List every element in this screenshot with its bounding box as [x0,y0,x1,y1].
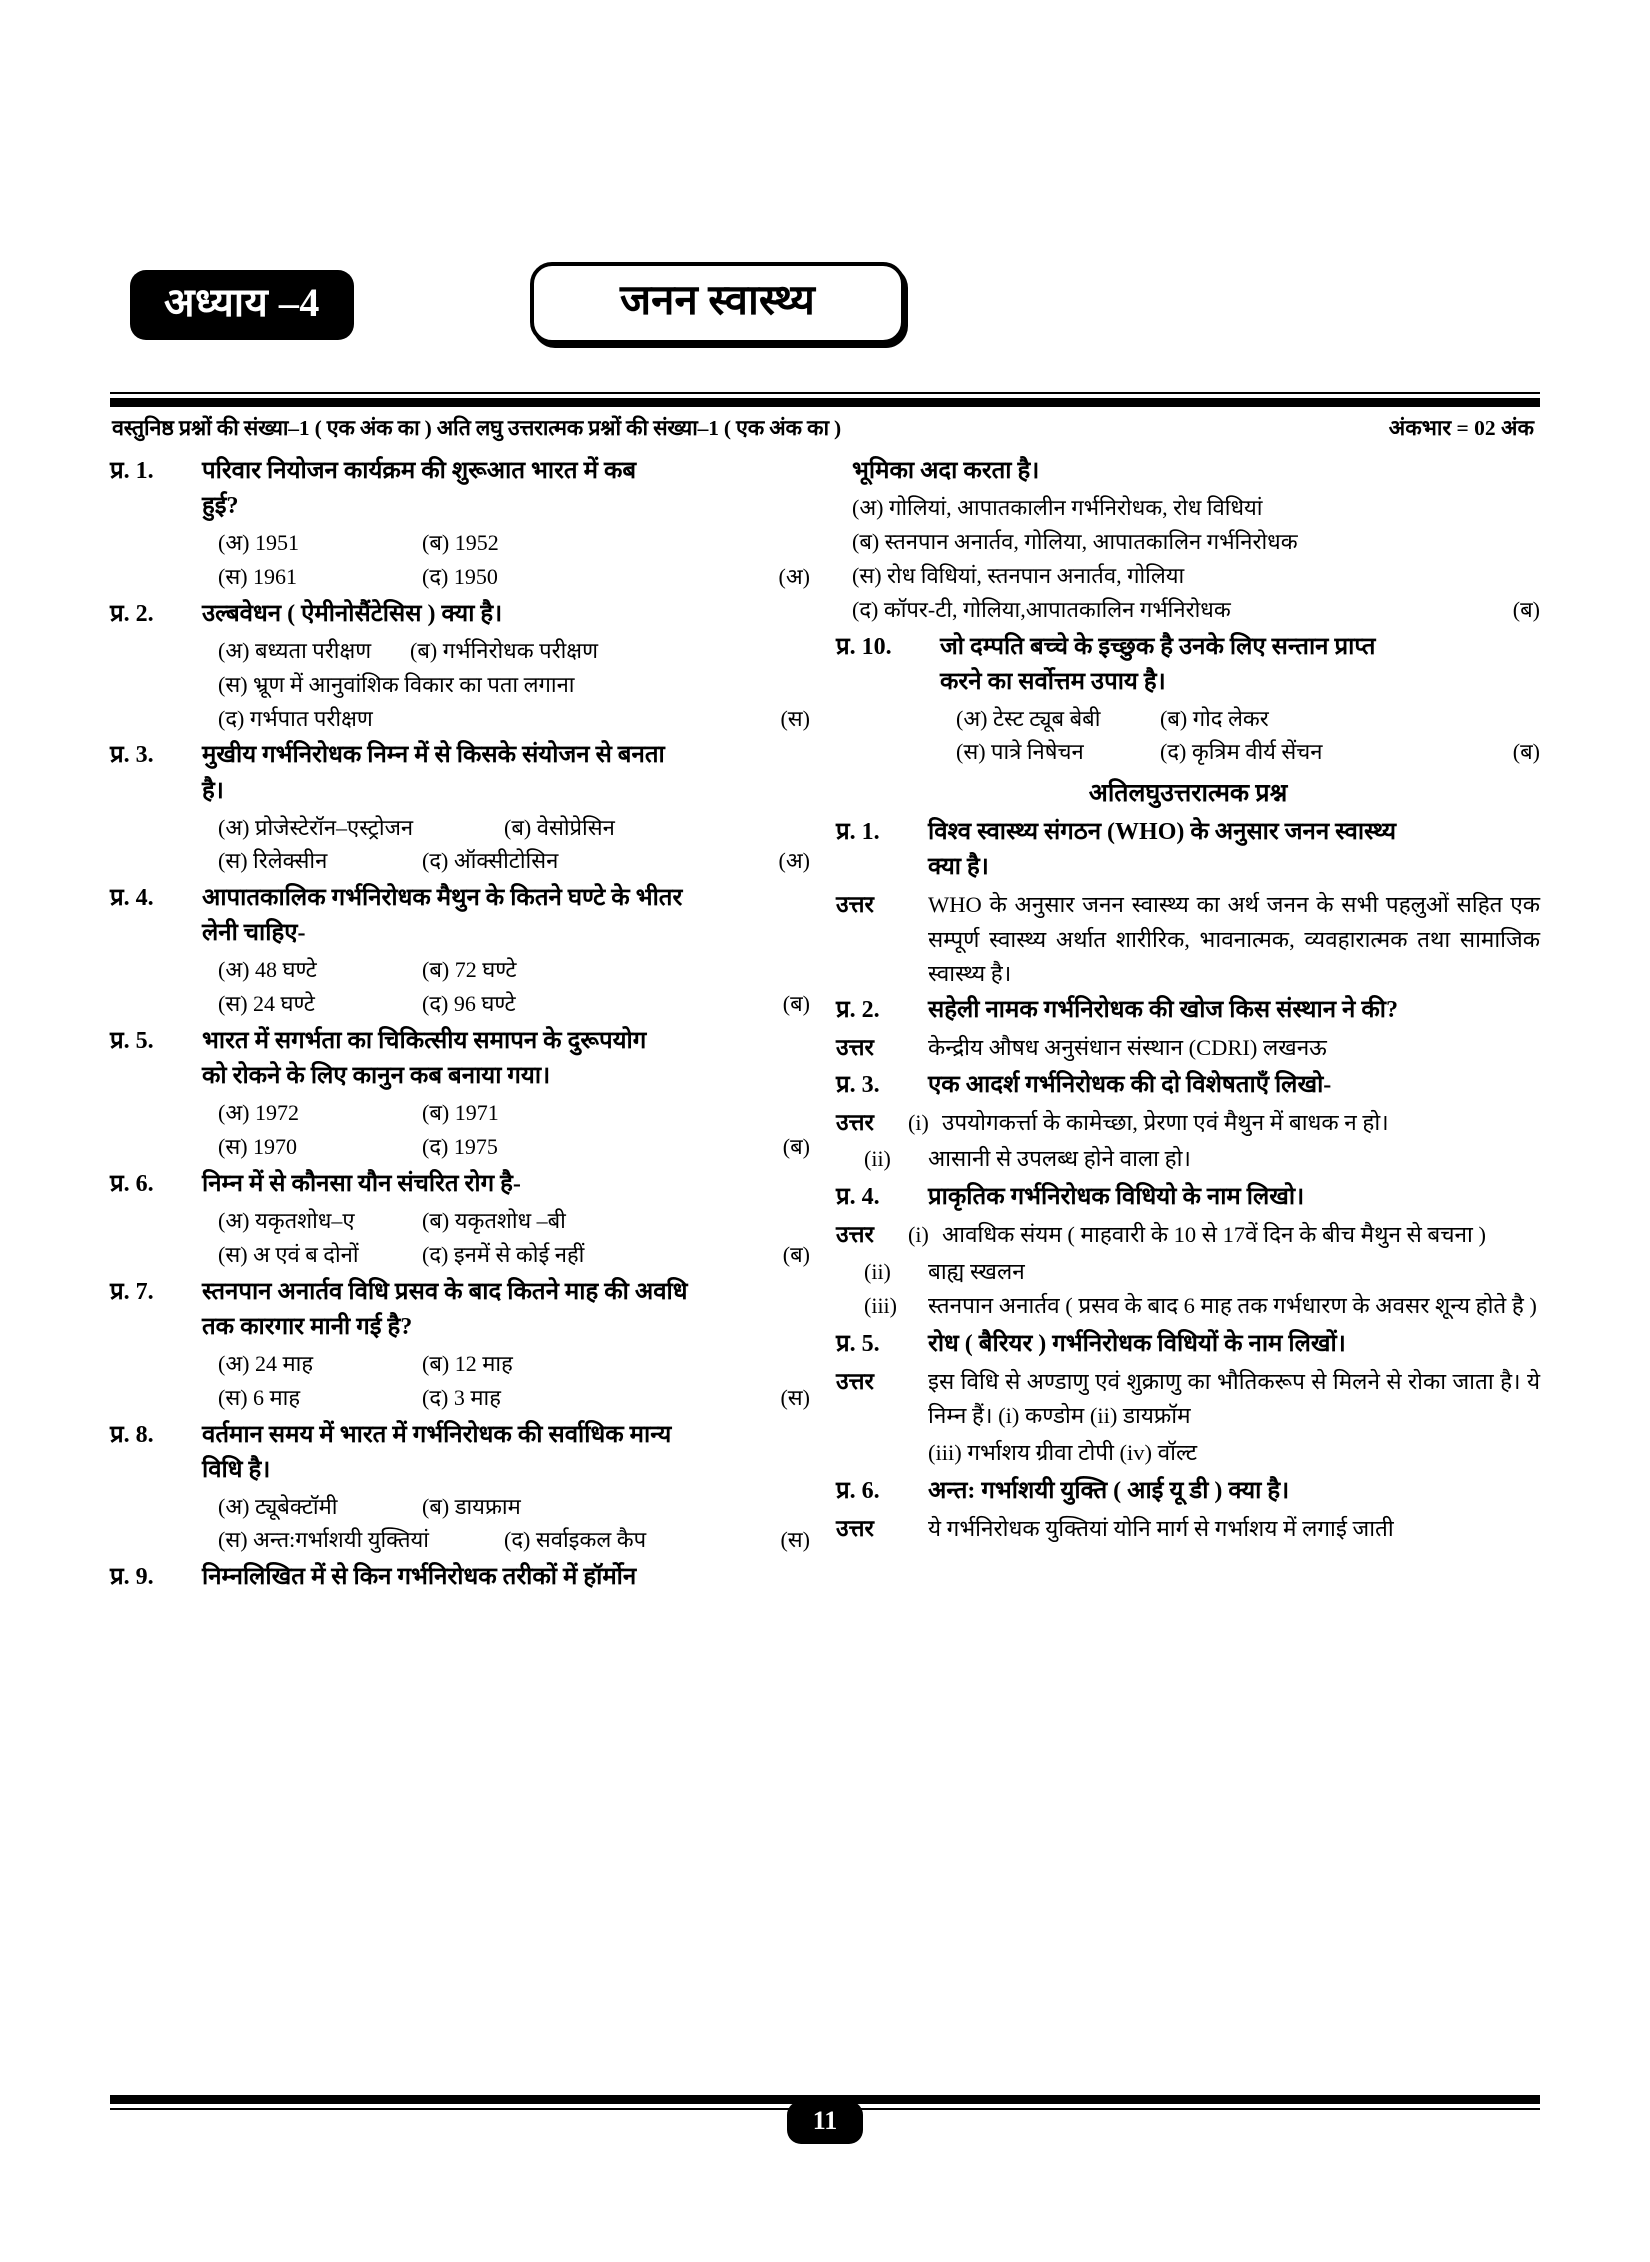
short-answer-question-1-text-line1: विश्व स्वास्थ्य संगठन (WHO) के अनुसार जनन स्वास्थ्य [928,819,1397,846]
short-answer-question-4-text-line1: प्राकृतिक गर्भनिरोधक विधियो के नाम लिखो। [928,1184,1305,1211]
question-4-option-d[interactable]: (द) 96 घण्टे [422,991,516,1017]
question-8-text-line1: वर्तमान समय में भारत में गर्भनिरोधक की सर्वाधिक मान्य [202,1421,672,1448]
short-answer-answer-2-text: केन्द्रीय औषध अनुसंधान संस्थान (CDRI) लखनऊ [928,1035,1327,1060]
question-6-answer: (ब) [782,1241,810,1267]
question-7-options [202,1347,810,1415]
question-10-number: प्र. 10. [836,633,892,660]
page-header [110,260,1540,380]
short-answer-answer-4-text-iii: स्तनपान अनार्तव ( प्रसव के बाद 6 माह तक गर्भधारण के अवसर शून्य होते है ) [928,1292,1537,1318]
question-8-option-c[interactable]: (स) अन्त:गर्भाशयी युक्तियां [218,1527,429,1553]
short-answer-answer-5-text: इस विधि से अण्डाणु एवं शुक्राणु का भौतिकरूप से मिलने से रोका जाता है। ये निम्न हैं। (i) कण्डोम (ii) डायफ्रॉम [928,1369,1540,1429]
question-10-text-line1: जो दम्पति बच्चे के इच्छुक है उनके लिए सन्तान प्राप्त [940,633,1376,660]
question-2-option-d[interactable]: (द) गर्भपात परीक्षण [218,705,373,731]
question-3-answer: (अ) [778,848,810,874]
question-4-options [202,953,810,1021]
short-answer-answer-4-label: उत्तर [836,1222,874,1248]
question-5-option-d[interactable]: (द) 1975 [422,1134,498,1160]
short-answer-question-5 [836,1327,1540,1362]
short-answer-question-4 [836,1180,1540,1215]
short-answer-question-5-number: प्र. 5. [836,1331,880,1358]
question-8-option-b[interactable]: (ब) डायफ्राम [422,1493,521,1519]
question-10-text-line2: करने का सर्वोत्तम उपाय है। [940,668,1166,695]
short-answer-answer-5-spacer [836,1436,928,1470]
question-8-option-d[interactable]: (द) सर्वाइकल कैप [504,1527,647,1553]
question-8-options [202,1490,810,1558]
question-8-text-line2: विधि है। [202,1456,271,1483]
short-answer-answer-3 [836,1106,1540,1141]
short-answer-answer-4-marker-ii: (ii) [864,1258,891,1284]
short-answer-answer-2 [836,1031,1540,1066]
short-answer-answer-6 [836,1512,1540,1547]
question-2-answer: (स) [780,705,810,731]
question-3-option-c[interactable]: (स) रिलेक्सीन [218,848,328,874]
question-10-answer-spacer [1470,702,1540,736]
question-5-option-c[interactable]: (स) 1970 [218,1134,298,1160]
right-column [836,454,1540,1972]
question-3-text-line2: है। [202,777,224,804]
marks-description: वस्तुनिष्ठ प्रश्नों की संख्या–1 ( एक अंक का ) अति लघु उत्तरात्मक प्रश्नों की संख्या–1 ( एक अंक का ) [112,416,841,440]
question-9-option-d[interactable]: (द) कॉपर-टी, गोलिया,आपातकालिन गर्भनिरोधक [852,596,1231,622]
question-4-answer-spacer [740,953,810,987]
question-9-continued [836,454,1540,627]
question-9-text-line1: निम्नलिखित में से किन गर्भनिरोधक तरीकों में हॉर्मोन [202,1564,637,1591]
short-answer-question-4-number: प्र. 4. [836,1184,880,1211]
short-answer-question-3 [836,1068,1540,1103]
question-6-option-b[interactable]: (ब) यकृतशोध –बी [422,1207,566,1233]
question-5-option-a[interactable]: (अ) 1972 [218,1100,299,1126]
question-4-option-a[interactable]: (अ) 48 घण्टे [218,957,317,983]
question-1-option-c[interactable]: (स) 1961 [218,563,298,589]
short-answer-answer-4 [836,1218,1540,1253]
question-7-option-d[interactable]: (द) 3 माह [422,1384,501,1410]
question-6-number: प्र. 6. [110,1170,154,1197]
question-1-option-a[interactable]: (अ) 1951 [218,530,299,556]
question-4 [110,881,810,1021]
question-1-text-line1: परिवार नियोजन कार्यक्रम की शुरूआत भारत में कब [202,458,637,484]
short-answer-answer-6-label: उत्तर [836,1515,874,1541]
question-6-options [202,1204,810,1272]
marks-total: अंकभार = 02 अंक [1388,416,1534,440]
question-1-option-d[interactable]: (द) 1950 [422,563,498,589]
question-2-option-c[interactable]: (स) भ्रूण में आनुवांशिक विकार का पता लगाना [218,671,575,697]
short-answer-answer-3-label: उत्तर [836,1109,874,1135]
question-5-option-b[interactable]: (ब) 1971 [422,1100,499,1126]
question-3-text-line1: मुखीय गर्भनिरोधक निम्न में से किसके संयोजन से बनता [202,742,665,769]
question-1-option-b[interactable]: (ब) 1952 [422,530,499,556]
question-10-options [940,702,1540,770]
question-6-option-d[interactable]: (द) इनमें से कोई नहीं [422,1241,585,1267]
question-2-options [202,634,810,736]
short-answer-answer-4-marker-i: (i) [908,1222,929,1248]
short-answer-section-heading: अतिलघुउत्तरात्मक प्रश्न [1088,780,1288,808]
question-1-text-line2: हुई? [202,493,239,520]
short-answer-answer-4-marker-iii: (iii) [864,1292,897,1318]
question-5-answer-spacer [740,1096,810,1130]
question-7-number: प्र. 7. [110,1278,154,1305]
question-1-options [202,526,810,594]
short-answer-answer-3-text-ii: आसानी से उपलब्ध होने वाला हो। [928,1146,1191,1172]
chapter-title-box: जनन स्वास्थ्य [530,262,905,344]
page-footer [0,2101,1650,2144]
question-7-answer-spacer [740,1347,810,1381]
question-4-number: प्र. 4. [110,885,154,912]
short-answer-question-6 [836,1474,1540,1509]
left-column [110,454,810,1972]
short-answer-question-3-number: प्र. 3. [836,1071,880,1098]
short-answer-answer-3-item-ii [836,1142,1540,1176]
short-answer-answer-1 [836,888,1540,991]
question-6-answer-spacer [740,1204,810,1238]
question-3-option-b[interactable]: (ब) वेसोप्रेसिन [504,814,615,840]
question-3-option-d[interactable]: (द) ऑक्सीटोसिन [422,848,559,874]
question-7-answer: (स) [780,1384,810,1410]
question-7-text-line1: स्तनपान अनार्तव विधि प्रसव के बाद कितने माह की अवधि [202,1278,688,1305]
question-8-option-a[interactable]: (अ) ट्यूबेक्टॉमी [218,1493,338,1519]
question-2-text-line1: उल्बवेधन ( ऐमीनोसैंटेसिस ) क्या है। [202,600,503,627]
question-10-option-d[interactable]: (द) कृत्रिम वीर्य सेंचन [1160,739,1323,765]
short-answer-question-6-text-line1: अन्त: गर्भाशयी युक्ति ( आई यू डी ) क्या है। [928,1477,1290,1504]
question-9-option-c[interactable]: (स) रोध विधियां, स्तनपान अनार्तव, गोलिया [852,562,1185,588]
question-9-option-a[interactable]: (अ) गोलियां, आपातकालीन गर्भनिरोधक, रोध विधियां [852,495,1263,521]
short-answer-answer-4-text-i: आवधिक संयम ( माहवारी के 10 से 17वें दिन के बीच मैथुन से बचना ) [942,1222,1486,1248]
question-7 [110,1275,810,1415]
short-answer-question-3-text-line1: एक आदर्श गर्भनिरोधक की दो विशेषताएँ लिखो- [928,1071,1332,1098]
question-3-number: प्र. 3. [110,742,154,769]
short-answer-answer-4-item-ii [836,1255,1540,1289]
question-9-option-b[interactable]: (ब) स्तनपान अनार्तव, गोलिया, आपातकालिन गर्भनिरोधक [852,528,1298,554]
question-10-option-c[interactable]: (स) पात्रे निषेचन [956,739,1084,765]
short-answer-answer-5-continued [836,1436,1540,1470]
short-answer-answer-4-text-ii: बाह्य स्खलन [928,1258,1025,1284]
question-4-option-c[interactable]: (स) 24 घण्टे [218,991,315,1017]
question-10-option-b[interactable]: (ब) गोद लेकर [1160,705,1269,731]
question-10-answer: (ब) [1512,739,1540,765]
question-9-text-line2: भूमिका अदा करता है। [852,458,1040,484]
short-answer-answer-2-label: उत्तर [836,1035,874,1060]
short-answer-answer-6-text: ये गर्भनिरोधक युक्तियां योनि मार्ग से गर्भाशय में लगाई जाती [928,1515,1394,1541]
short-answer-question-5-text-line1: रोध ( बैरियर ) गर्भनिरोधक विधियों के नाम लिखों। [928,1331,1346,1358]
question-5-number: प्र. 5. [110,1028,154,1055]
question-8-answer-spacer [740,1490,810,1524]
question-9-answer: (ब) [1512,596,1540,622]
page-number: 11 [787,2101,864,2144]
question-2-option-a[interactable]: (अ) बध्यता परीक्षण [218,637,372,663]
question-4-option-b[interactable]: (ब) 72 घण्टे [422,957,517,983]
question-4-text-line2: लेनी चाहिए- [202,920,306,947]
short-answer-question-1-text-line2: क्या है। [928,854,989,881]
short-answer-answer-1-label: उत्तर [836,892,874,918]
question-9-options [836,491,1540,627]
question-3-option-a[interactable]: (अ) प्रोजेस्टेरॉन–एस्ट्रोजन [218,814,414,840]
question-5-text-line1: भारत में सगर्भता का चिकित्सीय समापन के दुरूपयोग [202,1028,647,1055]
header-rule-thick [110,398,1540,407]
question-8-answer: (स) [780,1527,810,1553]
question-1-answer: (अ) [778,563,810,589]
question-10-option-a[interactable]: (अ) टेस्ट ट्यूब बेबी [956,705,1101,731]
question-6-option-c[interactable]: (स) अ एवं ब दोनों [218,1241,359,1267]
short-answer-answer-3-marker-ii: (ii) [864,1146,891,1172]
question-3-options [202,811,810,879]
marks-bar [110,407,1540,450]
header-rule-thin [110,392,1540,394]
question-7-option-a[interactable]: (अ) 24 माह [218,1350,313,1376]
question-2-number: प्र. 2. [110,600,154,627]
question-8-number: प्र. 8. [110,1421,154,1448]
short-answer-question-1 [836,815,1540,885]
question-5-options [202,1096,810,1164]
short-answer-question-2 [836,993,1540,1028]
short-answer-answer-5 [836,1365,1540,1433]
question-1 [110,454,810,594]
short-answer-answer-5-label: उत्तर [836,1369,874,1395]
question-2 [110,597,810,736]
question-10 [836,630,1540,770]
content-columns [110,454,1540,1972]
short-answer-question-2-text-line1: सहेली नामक गर्भनिरोधक की खोज किस संस्थान ने की? [928,996,1399,1023]
question-7-option-c[interactable]: (स) 6 माह [218,1384,301,1410]
question-7-text-line2: तक कारगार मानी गई है? [202,1313,413,1340]
question-7-option-b[interactable]: (ब) 12 माह [422,1350,513,1376]
short-answer-answer-1-text: WHO के अनुसार जनन स्वास्थ्य का अर्थ जनन के सभी पहलुओं सहित एक सम्पूर्ण स्वास्थ्य अर्थात शारीरिक, भावनात्मक, व्यवहारात्मक तथा सामाजिक स्वास्थ्य है। [928,892,1540,986]
question-5-text-line2: को रोकने के लिए कानुन कब बनाया गया। [202,1063,551,1090]
question-3 [110,738,810,878]
short-answer-question-1-number: प्र. 1. [836,819,880,846]
short-answer-answer-3-marker-i: (i) [908,1109,929,1135]
short-answer-question-6-number: प्र. 6. [836,1477,880,1504]
short-answer-answer-5-text-2: (iii) गर्भाशय ग्रीवा टोपी (iv) वॉल्ट [928,1439,1198,1465]
question-1-number: प्र. 1. [110,458,154,484]
question-6 [110,1167,810,1272]
question-6-option-a[interactable]: (अ) यकृतशोध–ए [218,1207,355,1233]
short-answer-question-2-number: प्र. 2. [836,996,880,1023]
question-9-number: प्र. 9. [110,1564,154,1591]
short-answer-answer-4-item-iii [836,1289,1540,1323]
question-5 [110,1024,810,1164]
question-1-answer-spacer [740,526,810,560]
question-5-answer: (ब) [782,1134,810,1160]
question-8 [110,1418,810,1558]
question-2-option-b[interactable]: (ब) गर्भनिरोधक परीक्षण [410,637,598,663]
question-4-text-line1: आपातकालिक गर्भनिरोधक मैथुन के कितने घण्टे के भीतर [202,885,683,912]
chapter-badge: अध्याय –4 [130,270,354,340]
question-9 [110,1560,810,1595]
short-answer-answer-3-text-i: उपयोगकर्त्ता के कामेच्छा, प्रेरणा एवं मैथुन में बाधक न हो। [942,1109,1389,1135]
question-6-text-line1: निम्न में से कौनसा यौन संचरित रोग है- [202,1170,521,1197]
question-4-answer: (ब) [782,991,810,1017]
